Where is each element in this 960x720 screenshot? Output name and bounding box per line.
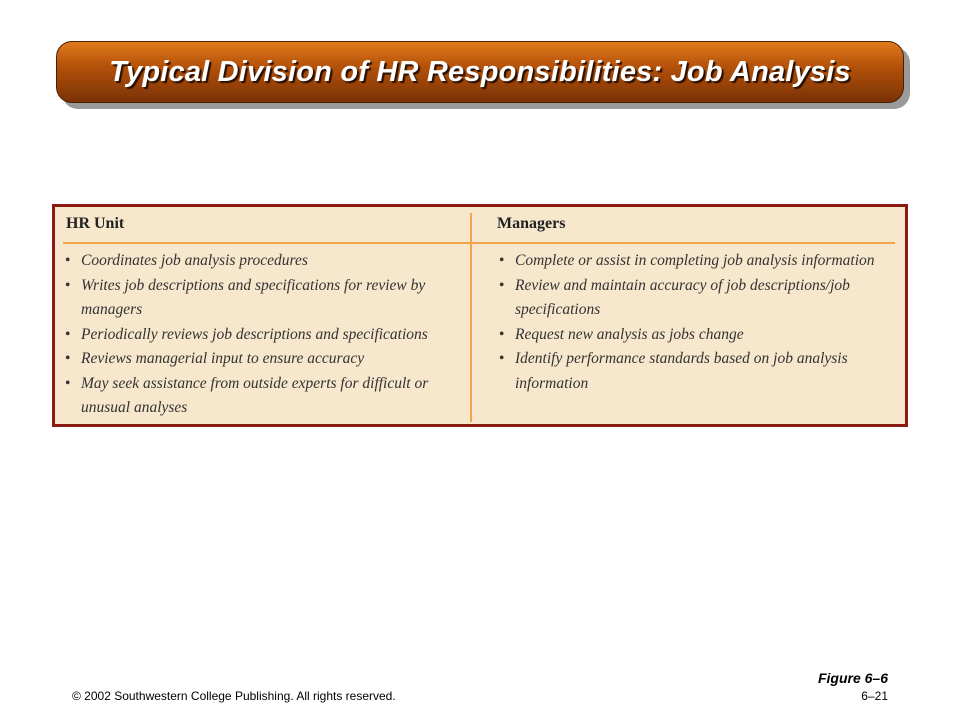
list-item xyxy=(497,323,897,348)
list-item-text: Complete or assist in completing job analysis information xyxy=(515,252,875,269)
list-item-text: Coordinates job analysis procedures xyxy=(81,252,308,269)
page-number: 6–21 xyxy=(861,689,888,703)
list-item xyxy=(63,249,469,274)
list-item-text: Writes job descriptions and specifications for review by managers xyxy=(81,276,426,318)
list-item-text: Periodically reviews job descriptions and specifications xyxy=(81,325,428,343)
list-item-text: Review and maintain accuracy of job descriptions/job specifications xyxy=(515,276,850,318)
list-item-text: Identify performance standards based on job analysis information xyxy=(515,350,848,392)
bullet-icon: • xyxy=(499,325,505,343)
bullet-icon: • xyxy=(65,276,71,294)
hr-unit-list xyxy=(63,249,469,421)
list-item xyxy=(497,274,897,323)
copyright-notice: © 2002 Southwestern College Publishing. All rights reserved. xyxy=(72,689,396,703)
list-item xyxy=(63,347,469,372)
column-divider xyxy=(470,213,472,422)
list-item xyxy=(497,347,897,396)
list-item xyxy=(63,323,469,348)
bullet-icon: • xyxy=(65,350,71,367)
bullet-icon: • xyxy=(499,252,505,269)
list-item xyxy=(63,274,469,323)
managers-column xyxy=(497,207,897,424)
list-item xyxy=(497,249,897,274)
bullet-icon: • xyxy=(499,276,505,294)
list-item-text: Reviews managerial input to ensure accuracy xyxy=(81,350,365,367)
hr-unit-header: HR Unit xyxy=(66,215,125,232)
bullet-icon: • xyxy=(65,325,71,343)
figure-label: Figure 6–6 xyxy=(817,670,888,686)
list-item-text: May seek assistance from outside experts for difficult or unusual analyses xyxy=(81,374,429,416)
responsibilities-figure xyxy=(52,204,908,427)
slide-title: Typical Division of HR Responsibilities: Job Analysis xyxy=(109,55,851,88)
managers-header: Managers xyxy=(497,215,566,232)
bullet-icon: • xyxy=(65,252,71,269)
hr-unit-column xyxy=(63,207,469,424)
managers-list xyxy=(497,249,897,396)
title-bar xyxy=(56,41,904,103)
list-item xyxy=(63,372,469,421)
bullet-icon: • xyxy=(65,374,71,392)
bullet-icon: • xyxy=(499,350,505,367)
list-item-text: Request new analysis as jobs change xyxy=(515,325,744,343)
